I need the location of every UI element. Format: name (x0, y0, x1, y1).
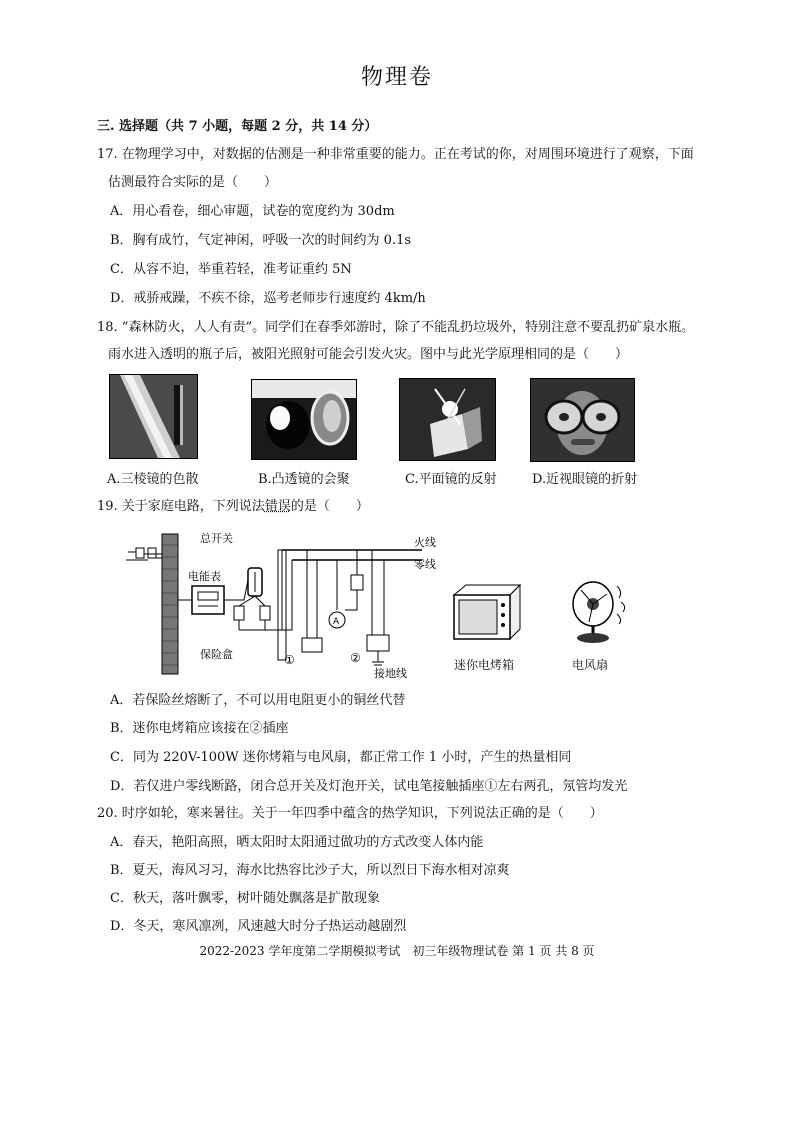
q19-stem-part2: 的是（ ） (290, 499, 369, 514)
q17-stem-line1: 17. 在物理学习中，对数据的估测是一种非常重要的能力。正在考试的你，对周围环境进行了观察，下面 (97, 147, 694, 162)
q18-stem-line2: 雨水进入透明的瓶子后，被阳光照射可能会引发火灾。图中与此光学原理相同的是（ ） (108, 347, 629, 362)
convex-lens-photo (251, 379, 357, 460)
glasses-photo (530, 378, 635, 462)
q17-option-c: C．从容不迫，举重若轻，准考证重约 5N (110, 262, 352, 277)
page-title: 物理卷 (360, 65, 433, 90)
q20-option-b: B．夏天，海风习习，海水比热容比沙子大，所以烈日下海水相对凉爽 (110, 863, 510, 878)
page-footer: 2022-2023 学年度第二学期模拟考试 初三年级物理试卷 第 1 页 共 8 页 (199, 944, 595, 958)
q19-stem (97, 498, 369, 516)
live-wire-label: 火线 (414, 536, 436, 549)
household-circuit-diagram (122, 530, 452, 680)
q20-stem: 20. 时序如轮，寒来暑往。关于一年四季中蕴含的热学知识，下列说法正确的是（ ） (97, 806, 603, 821)
q19-option-d: D．若仅进户零线断路，闭合总开关及灯泡开关，试电笔接触插座①左右两孔，氖管均发光 (110, 779, 628, 794)
q20-option-a: A．春天，艳阳高照，晒太阳时太阳通过做功的方式改变人体内能 (110, 835, 484, 850)
caption-a: A.三棱镜的色散 (107, 472, 199, 487)
q17-option-b: B．胸有成竹，气定神闲，呼吸一次的时间约为 0.1s (110, 233, 412, 248)
q18-stem-line1: 18. “森林防火，人人有责”。同学们在春季郊游时，除了不能乱扔垃圾外，特别注意不要乱扔矿泉水瓶。 (97, 320, 695, 335)
main-switch-label: 总开关 (200, 532, 233, 545)
mini-oven-illustration (452, 583, 522, 641)
q20-option-c: C．秋天，落叶飘零，树叶随处飘落是扩散现象 (110, 891, 380, 906)
socket1-label: ① (284, 653, 295, 667)
q20-option-d: D．冬天，寒风凛冽，风速越大时分子热运动越剧烈 (110, 919, 407, 934)
socket2-label: ② (350, 651, 361, 665)
plane-mirror-photo (399, 378, 496, 461)
q17-option-a: A．用心看卷，细心审题，试卷的宽度约为 30dm (110, 204, 395, 219)
caption-d: D.近视眼镜的折射 (532, 472, 638, 487)
meter-label: 电能表 (188, 570, 221, 583)
q19-option-c: C．同为 220V-100W 迷你烤箱与电风扇，都正常工作 1 小时，产生的热量相同 (110, 750, 572, 765)
fan-label: 电风扇 (572, 658, 609, 672)
q17-option-d: D．戒骄戒躁，不疾不徐，巡考老师步行速度约 4km/h (110, 291, 426, 306)
q19-option-a: A．若保险丝熔断了，不可以用电阻更小的铜丝代替 (110, 693, 406, 708)
caption-c: C.平面镜的反射 (405, 472, 497, 487)
electric-fan-illustration (563, 578, 631, 646)
section-heading: 三. 选择题（共 7 小题，每题 2 分，共 14 分） (97, 119, 378, 134)
ground-wire-label: 接地线 (374, 667, 407, 680)
q17-stem-line2: 估测最符合实际的是（ ） (108, 175, 278, 190)
q19-stem-emphasis: 错误 (264, 499, 291, 514)
q19-option-b: B．迷你电烤箱应该接在②插座 (110, 721, 289, 736)
oven-label: 迷你电烤箱 (454, 658, 515, 672)
prism-photo (109, 374, 198, 459)
fuse-box-label: 保险盒 (200, 648, 233, 661)
neutral-wire-label: 零线 (414, 558, 436, 571)
caption-b: B.凸透镜的会聚 (258, 472, 350, 487)
q19-stem-part1: 19. 关于家庭电路，下列说法 (97, 499, 265, 514)
lamp-label: A (333, 617, 340, 627)
